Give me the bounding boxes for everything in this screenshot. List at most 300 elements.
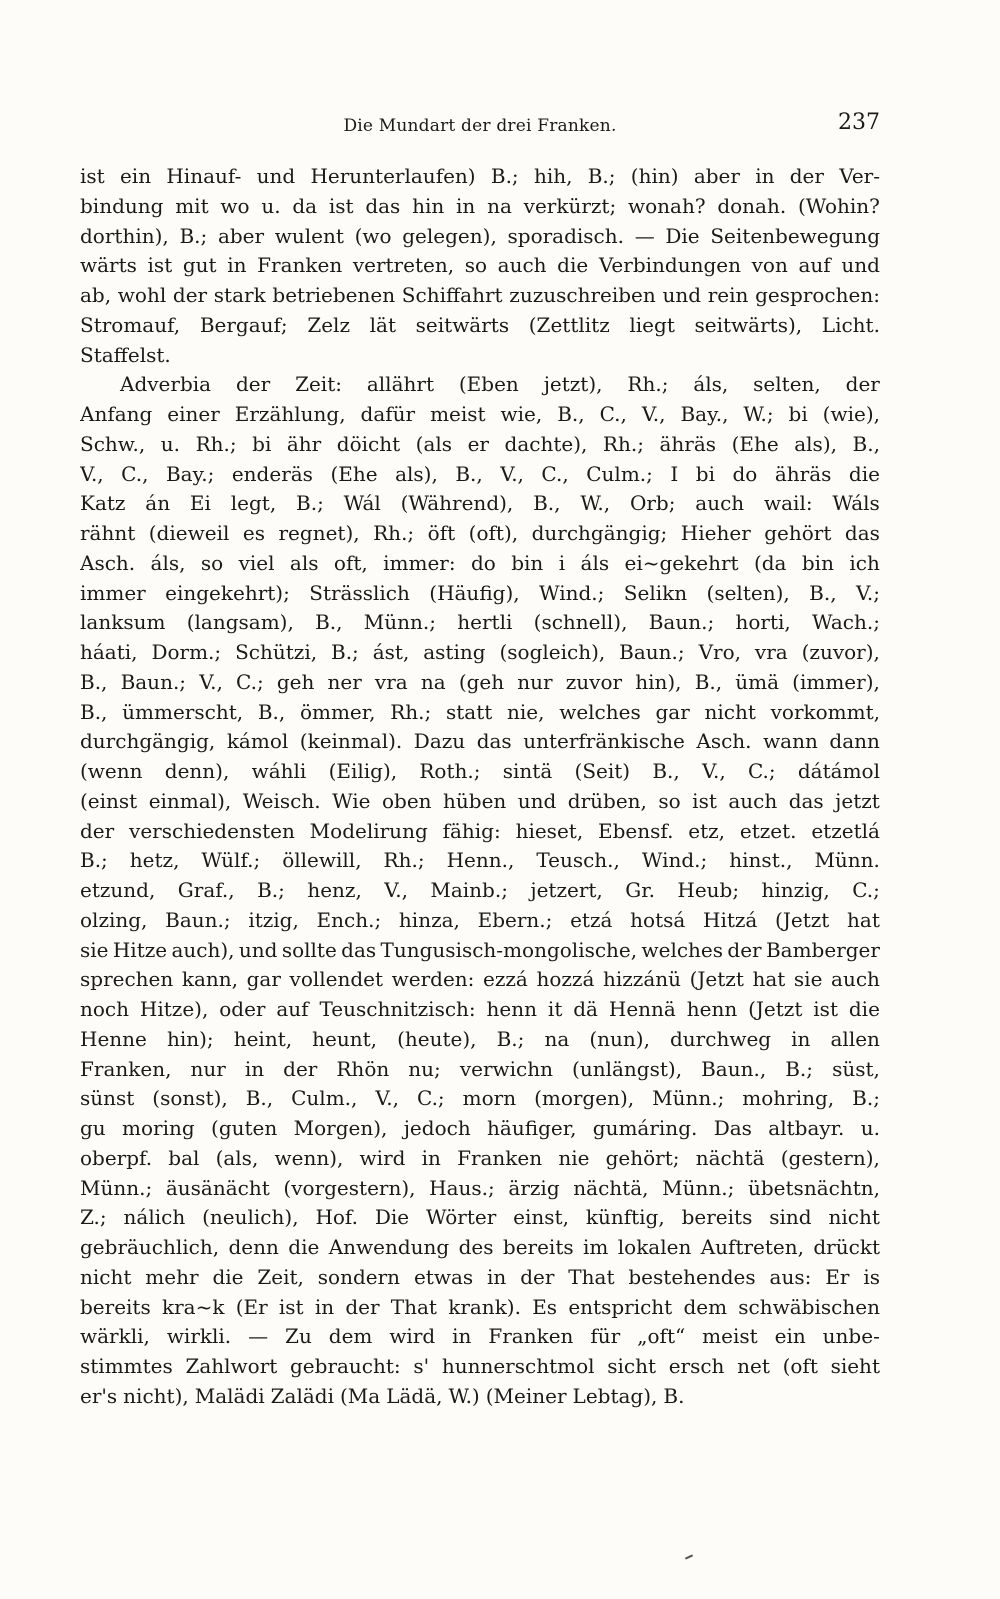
word: (Eilig), <box>328 759 398 783</box>
word: in <box>227 253 247 278</box>
text-line <box>80 757 880 787</box>
word: einer <box>167 402 220 426</box>
word: (nun), <box>589 1026 650 1051</box>
word: sünst <box>80 1086 135 1111</box>
word: regnet), <box>278 521 360 545</box>
word: Vro, <box>698 640 741 664</box>
word: (immer), <box>792 669 880 694</box>
text-line <box>80 430 880 460</box>
word: olzing, <box>80 907 148 932</box>
word: (wenn <box>80 759 143 783</box>
word: horti, <box>735 610 791 635</box>
word: das <box>844 521 880 545</box>
word: mit <box>175 193 209 218</box>
word: (zuvor), <box>801 640 880 664</box>
word: nur <box>517 669 553 694</box>
word: bereits <box>80 1294 151 1319</box>
word: oberpf. <box>80 1145 153 1170</box>
word: hetz, <box>129 848 180 873</box>
word: wáhli <box>251 759 307 783</box>
word: Zeit: <box>295 372 342 397</box>
word: wird <box>359 1145 406 1170</box>
text-line <box>80 638 880 668</box>
word: Er <box>825 1264 850 1289</box>
word: hozzá <box>536 967 595 992</box>
word: Das <box>713 1116 752 1140</box>
word: asting <box>423 640 486 664</box>
word: wirkli. <box>166 1324 232 1349</box>
word: sicht <box>607 1354 656 1378</box>
word: rein <box>707 283 749 307</box>
word: ab, <box>80 283 112 307</box>
word: nicht <box>704 699 756 724</box>
word: Zelz <box>307 312 350 337</box>
word: der <box>283 1056 318 1081</box>
word: Ebensf. <box>598 818 674 843</box>
word: wail: <box>764 491 813 516</box>
word: legt, <box>230 491 277 516</box>
word: Morgen), <box>293 1116 388 1140</box>
word: werden: <box>391 967 475 992</box>
word: die <box>848 461 880 486</box>
word: Die <box>665 223 700 248</box>
word: jetzert, <box>530 878 603 902</box>
word: der <box>80 818 115 843</box>
word: hizzánü <box>602 967 682 992</box>
word: ist <box>80 164 105 188</box>
text-line <box>80 1203 880 1233</box>
word: Licht. <box>821 312 880 337</box>
word: C.; <box>416 1086 445 1111</box>
word: süst, <box>832 1056 880 1081</box>
word: (Häufig), <box>429 580 520 605</box>
word: B., <box>80 699 108 724</box>
word: henn <box>686 997 738 1021</box>
word: V., <box>641 402 666 426</box>
word: Baun.; <box>120 669 187 694</box>
word: B., <box>533 491 561 516</box>
word: Asch. <box>80 550 136 575</box>
text-line <box>80 1055 880 1085</box>
word: (als <box>415 431 453 456</box>
word: gu <box>80 1116 106 1140</box>
word: hih, <box>533 164 573 188</box>
word: Gr. <box>625 878 655 902</box>
word: B., <box>245 1086 274 1111</box>
word: er's <box>80 1383 118 1408</box>
word: B.; <box>296 491 324 516</box>
word: verkürzt; <box>523 193 617 218</box>
word: „oft“ <box>637 1324 686 1349</box>
word: bereits <box>681 1205 753 1230</box>
word: Z.; <box>80 1205 107 1230</box>
text-line <box>80 698 880 728</box>
word: bereits <box>502 1235 574 1259</box>
word: (heute), <box>397 1026 477 1051</box>
word: ümä <box>735 669 780 694</box>
word: ersch <box>668 1354 725 1378</box>
word: auch <box>695 491 745 516</box>
word: Baun.; <box>165 907 231 932</box>
word: i <box>558 550 566 575</box>
word: meist <box>430 402 486 426</box>
word: (Wohin? <box>797 193 880 218</box>
word: Stromauf, <box>80 312 181 337</box>
word: aber <box>693 164 740 188</box>
word: áls, <box>150 550 186 575</box>
word: Baun., <box>701 1056 767 1081</box>
word: Selikn <box>623 580 688 605</box>
word: heunt, <box>312 1026 378 1051</box>
word: Wie <box>332 788 371 813</box>
word: B., <box>652 759 680 783</box>
word: in <box>244 1056 265 1081</box>
word: B.; <box>80 848 108 873</box>
word: Erzählung, <box>234 402 346 426</box>
word: schwäbischen <box>738 1294 880 1319</box>
word: wie, <box>500 402 543 426</box>
word: lokalen <box>617 1235 692 1259</box>
word: bin <box>511 550 544 575</box>
word: B., <box>455 461 483 486</box>
word: ist <box>813 997 838 1021</box>
word: stimmtes <box>80 1354 173 1378</box>
word: der <box>520 1264 555 1289</box>
text-line <box>80 727 880 757</box>
word: (oft <box>782 1354 818 1378</box>
word: hin), <box>635 669 682 694</box>
word: Teuschnitzisch: <box>319 997 476 1021</box>
word: das <box>788 788 824 813</box>
word: nu; <box>408 1056 441 1081</box>
word: net <box>737 1354 770 1378</box>
word: Modelirung <box>309 818 428 843</box>
word: Ver- <box>839 164 880 188</box>
word: donah. <box>717 193 787 218</box>
word: V., <box>80 461 104 486</box>
word: Wörter <box>426 1205 497 1230</box>
word: C., <box>541 461 569 486</box>
word: Dorm.; <box>151 640 222 664</box>
word: sporadisch. <box>507 223 624 248</box>
word: hunnerschtmol <box>441 1354 595 1378</box>
word: ähr <box>286 431 322 456</box>
word: und <box>238 937 278 962</box>
word: (Meiner <box>485 1383 567 1408</box>
word: vorkommt, <box>770 699 880 724</box>
word: B.; <box>490 164 519 188</box>
text-line <box>80 787 880 817</box>
word: häufiger, <box>487 1116 577 1140</box>
word: ähräs <box>774 461 832 486</box>
word: in <box>487 1264 507 1289</box>
word: auf <box>276 997 309 1021</box>
text-line <box>80 192 880 222</box>
word: jetzt), <box>543 372 603 397</box>
word: Rh.; <box>602 431 644 456</box>
word: ähräs <box>659 431 717 456</box>
word: für <box>590 1324 621 1349</box>
word: selten, <box>753 372 821 397</box>
word: V., <box>500 461 524 486</box>
word: Mainb.; <box>430 878 508 902</box>
word: C., <box>599 402 627 426</box>
word: das <box>476 729 512 754</box>
word: etzund, <box>80 878 156 902</box>
word: gar <box>655 699 690 724</box>
text-line <box>80 311 880 341</box>
word: Es <box>532 1294 558 1319</box>
word: als <box>289 550 319 575</box>
word: der <box>172 283 208 307</box>
word: dafür <box>360 402 416 426</box>
word: sieht <box>830 1354 880 1378</box>
word: (unlängst), <box>572 1056 683 1081</box>
word: seitwärts <box>415 312 510 337</box>
word: (schnell), <box>533 610 628 635</box>
word: etz, <box>688 818 726 843</box>
word: aus: <box>769 1264 812 1289</box>
word: nie <box>558 1145 590 1170</box>
word: Franken <box>488 1324 574 1349</box>
word: (hin) <box>630 164 679 188</box>
word: (Seit) <box>574 759 631 783</box>
word: nicht <box>828 1205 880 1230</box>
word: dem <box>328 1324 373 1349</box>
word: B., <box>852 431 880 456</box>
word: gut <box>182 253 217 278</box>
word: etwas <box>413 1264 474 1289</box>
word: it <box>547 997 563 1021</box>
word: entspricht <box>568 1294 673 1319</box>
word: wenn), <box>274 1145 344 1170</box>
word: ást, <box>372 640 410 664</box>
word: kámol <box>226 729 289 754</box>
word: hotsá <box>630 907 686 932</box>
word: nicht), <box>123 1383 189 1408</box>
word: (langsam), <box>186 610 294 635</box>
word: B., <box>315 610 343 635</box>
word: in <box>421 1145 441 1170</box>
word: Asch. <box>696 729 752 754</box>
word: in <box>755 164 775 188</box>
word: immer <box>80 580 146 605</box>
word: Haus.; <box>429 1175 495 1200</box>
word: nálich <box>123 1205 186 1230</box>
word: Wál <box>343 491 381 516</box>
word: nicht <box>80 1264 132 1289</box>
word: seitwärts), <box>694 312 803 337</box>
word: Baun.; <box>619 640 685 664</box>
word: Graf., <box>177 878 235 902</box>
word: na <box>420 669 446 694</box>
word: die <box>557 253 589 278</box>
word: (keinmal). <box>299 729 403 754</box>
word: hin); <box>166 1026 214 1051</box>
word: háati, <box>80 640 138 664</box>
text-line <box>80 1025 880 1055</box>
word: Weisch. <box>242 788 321 813</box>
word: der <box>235 372 271 397</box>
word: dachte), <box>504 431 588 456</box>
word: in <box>456 193 476 218</box>
word: (Jetzt <box>748 997 803 1021</box>
word: W.) <box>448 1383 480 1408</box>
word: gehört; <box>605 1145 680 1170</box>
word: (Während), <box>400 491 514 516</box>
text-line <box>80 817 880 847</box>
word: dann <box>829 729 880 754</box>
word: der <box>345 1294 380 1319</box>
word: gar <box>246 967 281 992</box>
word: Wülf.; <box>201 848 261 873</box>
word: übetsnächtn, <box>748 1175 880 1200</box>
word: Verbindungen <box>598 253 741 278</box>
word: ärzig <box>508 1175 560 1200</box>
word: That <box>390 1294 437 1319</box>
word: bi <box>695 461 715 486</box>
word: Ench.; <box>316 907 382 932</box>
word: sind <box>769 1205 812 1230</box>
word: B., <box>257 699 286 724</box>
word: do <box>471 550 496 575</box>
word: do <box>732 461 758 486</box>
text-line <box>80 1352 880 1382</box>
word: dä <box>573 997 598 1021</box>
book-page <box>80 0 880 1599</box>
word: Münn.; <box>652 1086 725 1111</box>
word: im <box>583 1235 609 1259</box>
word: verschiedensten <box>129 818 295 843</box>
word: gumáring. <box>592 1116 698 1140</box>
word: Rh.; <box>627 372 669 397</box>
word: Bay.; <box>165 461 215 486</box>
word: da <box>292 193 318 218</box>
word: in <box>452 1324 472 1349</box>
word: und <box>517 788 557 813</box>
word: nächtä <box>695 1145 765 1170</box>
word: Hennä <box>608 997 676 1021</box>
word: Orb; <box>629 491 676 516</box>
word: heint, <box>233 1026 293 1051</box>
word: denn <box>228 1235 279 1259</box>
word: einmal), <box>148 788 232 813</box>
word: Rh.; <box>195 431 237 456</box>
word: Wach.; <box>812 610 880 635</box>
word: ner <box>327 669 362 694</box>
word: (sogleich), <box>499 640 606 664</box>
word: (Zettlitz <box>528 312 610 337</box>
word: lät <box>369 312 396 337</box>
word: etzá <box>570 907 613 932</box>
word: und <box>841 253 880 278</box>
word: gesprochen: <box>755 283 880 307</box>
word: (Ehe <box>330 461 378 486</box>
text-line <box>80 251 880 281</box>
word: geh <box>276 669 315 694</box>
word: liegt <box>629 312 675 337</box>
word: wärts <box>80 253 137 278</box>
word: vra <box>754 640 788 664</box>
word: B.; <box>331 640 359 664</box>
word: is <box>863 1264 880 1289</box>
word: äusänächt <box>165 1175 270 1200</box>
word: Wind.; <box>641 848 708 873</box>
word: hertli <box>457 610 513 635</box>
word: Ebern.; <box>477 907 553 932</box>
word: bin <box>801 550 834 575</box>
text-line <box>80 519 880 549</box>
word: das <box>341 937 377 962</box>
word: (Ehe <box>731 431 779 456</box>
word: áls, <box>693 372 729 397</box>
word: Rh.; <box>383 848 425 873</box>
word: rähnt <box>80 521 136 545</box>
text-line <box>80 1144 880 1174</box>
word: Rh.; <box>390 699 432 724</box>
word: C., <box>121 461 149 486</box>
word: gebräuchlich, <box>80 1235 220 1259</box>
word: henz, <box>307 878 362 902</box>
word: allährt <box>366 372 434 397</box>
word: vollendet <box>289 967 384 992</box>
word: Auftreten, <box>700 1235 804 1259</box>
word: B. <box>663 1383 685 1408</box>
word: Hitze), <box>139 997 209 1021</box>
word: etzetlá <box>811 818 880 843</box>
word: als), <box>395 461 438 486</box>
word: hinst., <box>729 848 793 873</box>
word: die <box>848 997 880 1021</box>
text-line <box>80 1233 880 1263</box>
word: er <box>467 431 489 456</box>
word: sondern <box>317 1264 401 1289</box>
word: vra <box>374 669 408 694</box>
word: dorthin), <box>80 223 169 248</box>
word: drückt <box>813 1235 880 1259</box>
word: Hinauf- <box>166 164 242 188</box>
text-line <box>80 400 880 430</box>
word: u. <box>860 1116 880 1140</box>
word: B., <box>557 402 585 426</box>
word: Ei <box>189 491 211 516</box>
word: ei~gekehrt <box>624 550 739 575</box>
word: in <box>314 1294 335 1319</box>
word: vertreten, <box>352 253 455 278</box>
word: in <box>791 1026 811 1051</box>
word: I <box>670 461 679 486</box>
text-line <box>80 1084 880 1114</box>
word: C.; <box>747 759 776 783</box>
word: (als, <box>215 1145 259 1170</box>
word: (wie), <box>822 402 880 426</box>
word: kra~k <box>161 1294 225 1319</box>
word: bindung <box>80 193 164 218</box>
text-line <box>80 936 880 966</box>
word: — <box>248 1324 269 1349</box>
word: öllewill, <box>282 848 362 873</box>
text-line <box>80 460 880 490</box>
word: (neulich), <box>202 1205 299 1230</box>
word: welches <box>559 699 641 724</box>
word: döicht <box>336 431 401 456</box>
word: Rhön <box>336 1056 390 1081</box>
word: und <box>662 283 702 307</box>
word: Anwendung <box>328 1235 450 1259</box>
word: B.; <box>257 878 285 902</box>
word: wonah? <box>627 193 706 218</box>
word: Strässlich <box>309 580 410 605</box>
